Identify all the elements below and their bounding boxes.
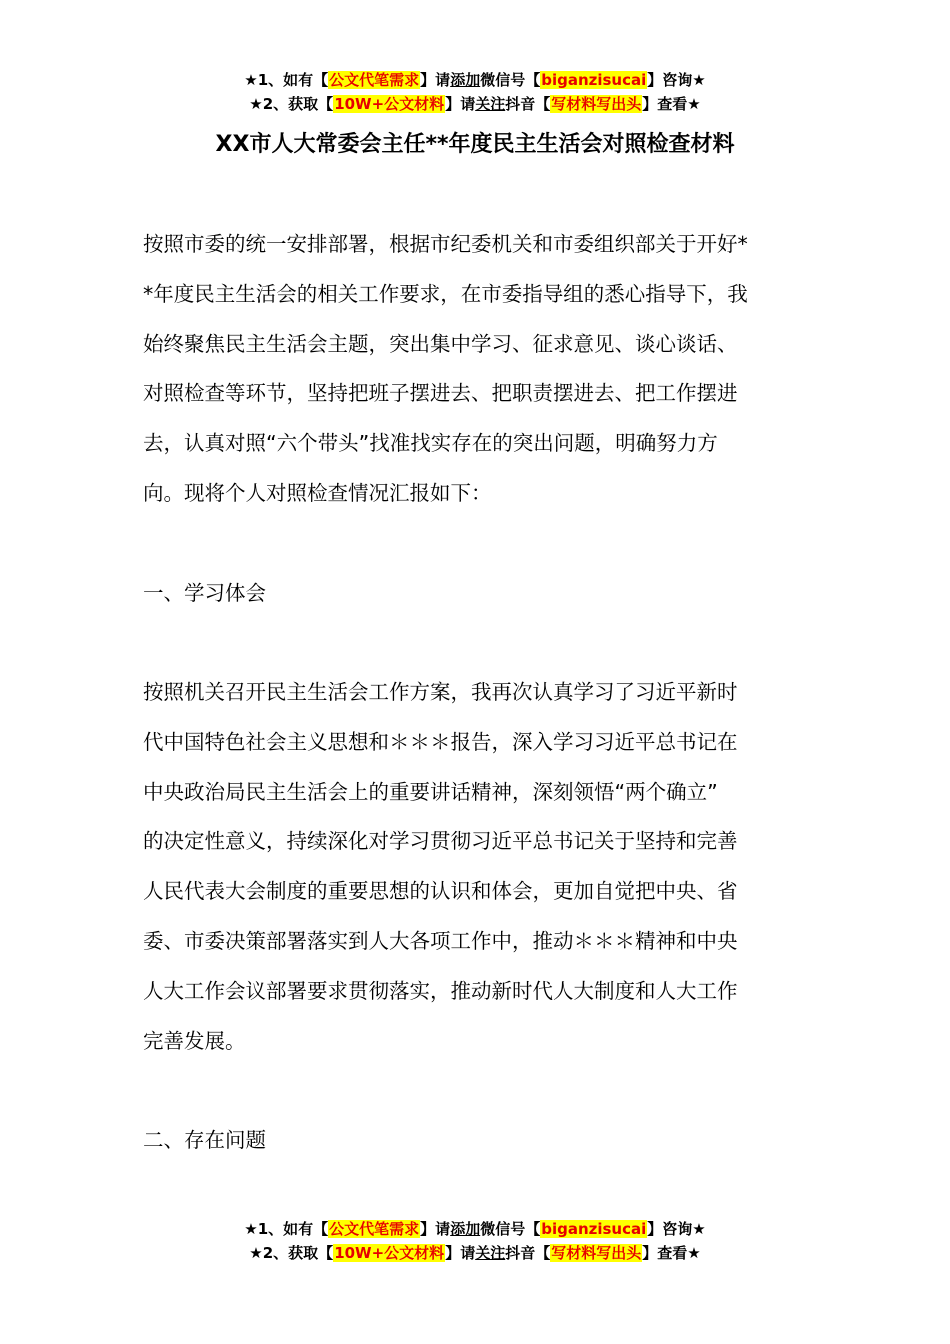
banner-text: 微信号【 [480,71,541,89]
paragraph-line: 中央政治局民主生活会上的重要讲话精神，深刻领悟“两个确立” [143,779,718,804]
document-title: XX市人大常委会主任**年度民主生活会对照检查材料 [215,132,735,157]
paragraph-line: 委、市委决策部署落实到人大各项工作中，推动＊＊＊精神和中央 [143,928,738,953]
banner-text: 】请 [420,1220,451,1238]
paragraph-line: 按照机关召开民主生活会工作方案，我再次认真学习了习近平新时 [143,680,738,704]
paragraph-line: 代中国特色社会主义思想和＊＊＊报告，深入学习习近平总书记在 [143,729,738,754]
banner-text: 抖音【 [505,95,551,113]
footer-banner [0,1217,950,1265]
banner-text: ★1、如有【 [244,1220,329,1238]
section-heading-study: 一、学习体会 [143,581,266,605]
banner-underline: 添加 [450,71,481,89]
paragraph-line: 人大工作会议部署要求贯彻落实，推动新时代人大制度和人大工作 [143,978,738,1003]
banner-highlight: 10W+公文材料 [334,95,445,113]
banner-text: 】咨询★ [647,1220,706,1238]
banner-line-2 [0,92,950,116]
banner-highlight: 公文代笔需求 [329,1220,420,1238]
paragraph-line: 对照检查等环节，坚持把班子摆进去、把职责摆进去、把工作摆进 [143,381,738,406]
banner-text: 】请 [420,71,451,89]
banner-text: 微信号【 [480,1220,541,1238]
paragraph-line: 向。现将个人对照检查情况汇报如下： [143,480,492,505]
paragraph-line: *年度民主生活会的相关工作要求，在市委指导组的悉心指导下，我 [143,281,748,306]
intro-paragraph [143,220,813,519]
banner-text: ★2、获取【 [249,1244,334,1262]
banner-highlight: 写材料写出头 [551,95,642,113]
banner-underline: 关注 [475,1244,506,1262]
paragraph-line: 去，认真对照“六个带头”找准找实存在的突出问题，明确努力方 [143,431,718,456]
banner-text: 抖音【 [505,1244,551,1262]
header-banner [0,68,950,116]
banner-text: 】查看★ [642,1244,701,1262]
banner-line-1 [0,1217,950,1241]
banner-line-1 [0,68,950,92]
banner-highlight: 10W+公文材料 [334,1244,445,1262]
banner-highlight: 写材料写出头 [551,1244,642,1262]
banner-highlight: 公文代笔需求 [329,71,420,89]
banner-text: ★2、获取【 [249,95,334,113]
banner-underline: 关注 [475,95,506,113]
banner-underline: 添加 [450,1220,481,1238]
banner-text: ★1、如有【 [244,71,329,89]
banner-text: 】查看★ [642,95,701,113]
paragraph-line: 完善发展。 [143,1028,246,1053]
study-paragraph [143,668,813,1066]
section-heading-problems: 二、存在问题 [143,1128,266,1152]
banner-highlight: biganzisucai [541,1220,647,1238]
paragraph-line: 的决定性意义，持续深化对学习贯彻习近平总书记关于坚持和完善 [143,829,738,854]
banner-text: 】咨询★ [647,71,706,89]
paragraph-line: 始终聚焦民主生活会主题，突出集中学习、征求意见、谈心谈话、 [143,331,738,356]
banner-highlight: biganzisucai [541,71,647,89]
banner-line-2 [0,1241,950,1265]
banner-text: 】请 [445,1244,476,1262]
banner-text: 】请 [445,95,476,113]
paragraph-line: 按照市委的统一安排部署，根据市纪委机关和市委组织部关于开好* [143,232,748,256]
paragraph-line: 人民代表大会制度的重要思想的认识和体会，更加自觉把中央、省 [143,879,738,904]
